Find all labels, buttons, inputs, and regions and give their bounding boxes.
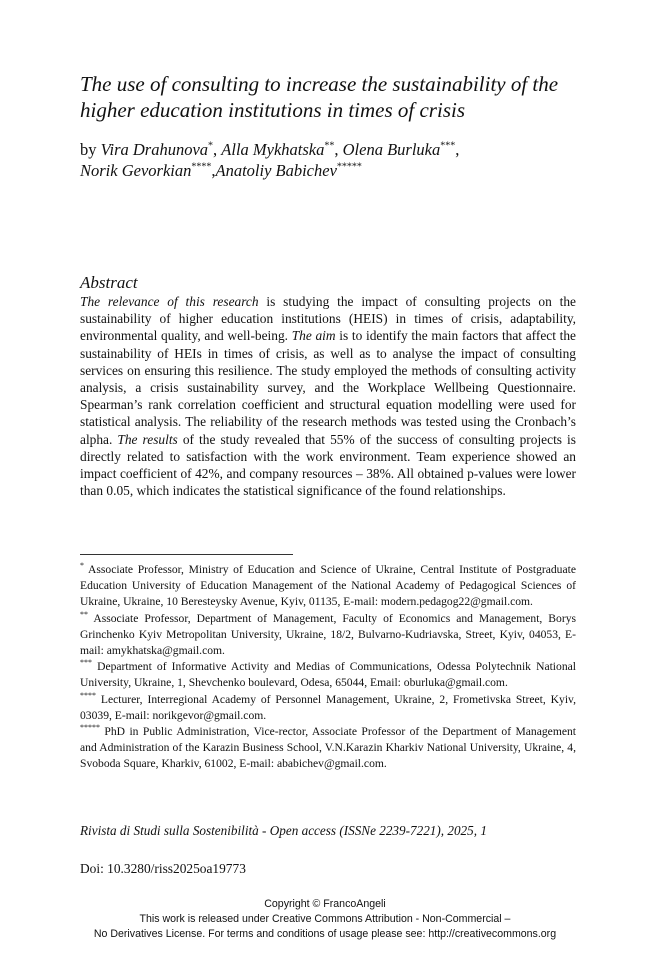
- author-name: Anatoliy Babichev: [215, 161, 337, 180]
- abstract-text: is to identify the main factors that affect the sustainability of HEIs in times of crisis, as well as to analyse the impact of consulting services on ensuring this resilience. The study employed the methods of consulting activity analysis, a crisis sustainability survey, and the Workplace Wellbeing Questionnaire. Spearman’s rank correlation coefficient and structural equation modelling were used for statistical analysis. The reliability of the research methods was tested using the Cronbach’s alpha.: [80, 328, 576, 447]
- results-label: The results: [117, 431, 178, 447]
- footnote-text: Associate Professor, Ministry of Education and Science of Ukraine, Central Institute of Postgraduate Education University of Education Management of the National Academy of Pedagogical Sciences of Ukraine, Ukraine, 10 Beresteysky Avenue, Kyiv, 01135, E-mail: modern.pedagog22@gmail.com.: [80, 563, 576, 609]
- footnote: [80, 692, 576, 724]
- author-name: Olena Burluka: [342, 140, 441, 159]
- article-title: The use of consulting to increase the sustainability of the higher education institutions in times of crisis: [80, 72, 559, 122]
- relevance-label: The relevance of this research: [80, 294, 259, 309]
- footnote-text: PhD in Public Administration, Vice-rector, Associate Professor of the Department of Management and Administration of the Karazin Business School, V.N.Karazin Kharkiv National University, Ukraine, 4, Svoboda Square, Kharkiv, 61002, E-mail: ababichev@gmail.com.: [80, 725, 576, 771]
- footnote: [80, 659, 576, 691]
- author-footnote-mark[interactable]: ****: [191, 161, 212, 173]
- footnote: [80, 724, 576, 773]
- footnote: [80, 562, 576, 611]
- footnote-mark: *: [80, 561, 84, 571]
- author-footnote-mark[interactable]: *: [208, 140, 214, 152]
- license-line[interactable]: No Derivatives License. For terms and conditions of usage please see: http://creativecommons.org: [93, 928, 557, 940]
- copyright-line: Copyright © FrancoAngeli: [264, 898, 386, 910]
- author-separator: ,: [211, 161, 216, 180]
- abstract-text: of the study revealed that 55% of the success of consulting projects is directly related to satisfaction with the work environment. Team experience showed an impact coefficient of 42%, and company resources – 38%. All obtained p-values were lower than 0.05, which indicates the statistical significance of the found relationships.: [80, 431, 576, 499]
- doi-link[interactable]: Doi: 10.3280/riss2025oa19773: [80, 861, 246, 876]
- journal-citation: Rivista di Studi sulla Sostenibilità - Open access (ISSNe 2239-7221), 2025, 1: [80, 823, 487, 838]
- author-separator: ,: [213, 140, 222, 159]
- author-footnote-mark[interactable]: *****: [336, 161, 362, 173]
- footnote-mark: **: [80, 609, 88, 619]
- footnote-mark: *****: [80, 723, 100, 733]
- abstract-body: [80, 293, 576, 499]
- aim-label: The aim: [291, 328, 336, 344]
- footnote-text: Associate Professor, Department of Management, Faculty of Economics and Management, Borys Grinchenko Kyiv Metropolitan University, Ukraine, 18/2, Bulvarno-Kudriavska, Street, Kyiv, 04053, E-mail: amykhatska@gmail.com.: [80, 611, 576, 658]
- author-separator: ,: [455, 140, 460, 159]
- author-name: Norik Gevorkian: [80, 161, 192, 180]
- footnote-text: Lecturer, Interregional Academy of Personnel Management, Ukraine, 2, Frometivska Street, Kyiv, 03039, E-mail: norikgevor@gmail.com.: [80, 692, 576, 722]
- footnote-mark: ***: [80, 658, 92, 668]
- footnote-mark: ****: [80, 690, 96, 700]
- license-notice: [0, 897, 650, 942]
- abstract-text: is studying the impact of consulting projects on the sustainability of higher education institutions (HEIS) in times of crisis, adaptability, environmental quality, and well-being.: [80, 294, 576, 344]
- license-line: This work is released under Creative Commons Attribution - Non-Commercial –: [139, 913, 511, 925]
- by-label: by: [80, 140, 97, 159]
- author-footnote-mark[interactable]: **: [324, 140, 335, 152]
- footnotes: [80, 562, 576, 773]
- abstract-heading: Abstract: [80, 273, 138, 292]
- author-list: [80, 139, 580, 181]
- author-name: Vira Drahunova: [100, 140, 209, 159]
- author-separator: ,: [334, 140, 343, 159]
- author-name: Alla Mykhatska: [221, 140, 325, 159]
- footnote: [80, 611, 576, 660]
- footnote-text: Department of Informative Activity and Medias of Communications, Odessa Polytechnik National University, Ukraine, 1, Shevchenko boulevard, Odesa, 65044, Email: oburluka@gmail.com.: [80, 660, 576, 690]
- author-footnote-mark[interactable]: ***: [440, 140, 456, 152]
- footnote-divider: [80, 554, 293, 555]
